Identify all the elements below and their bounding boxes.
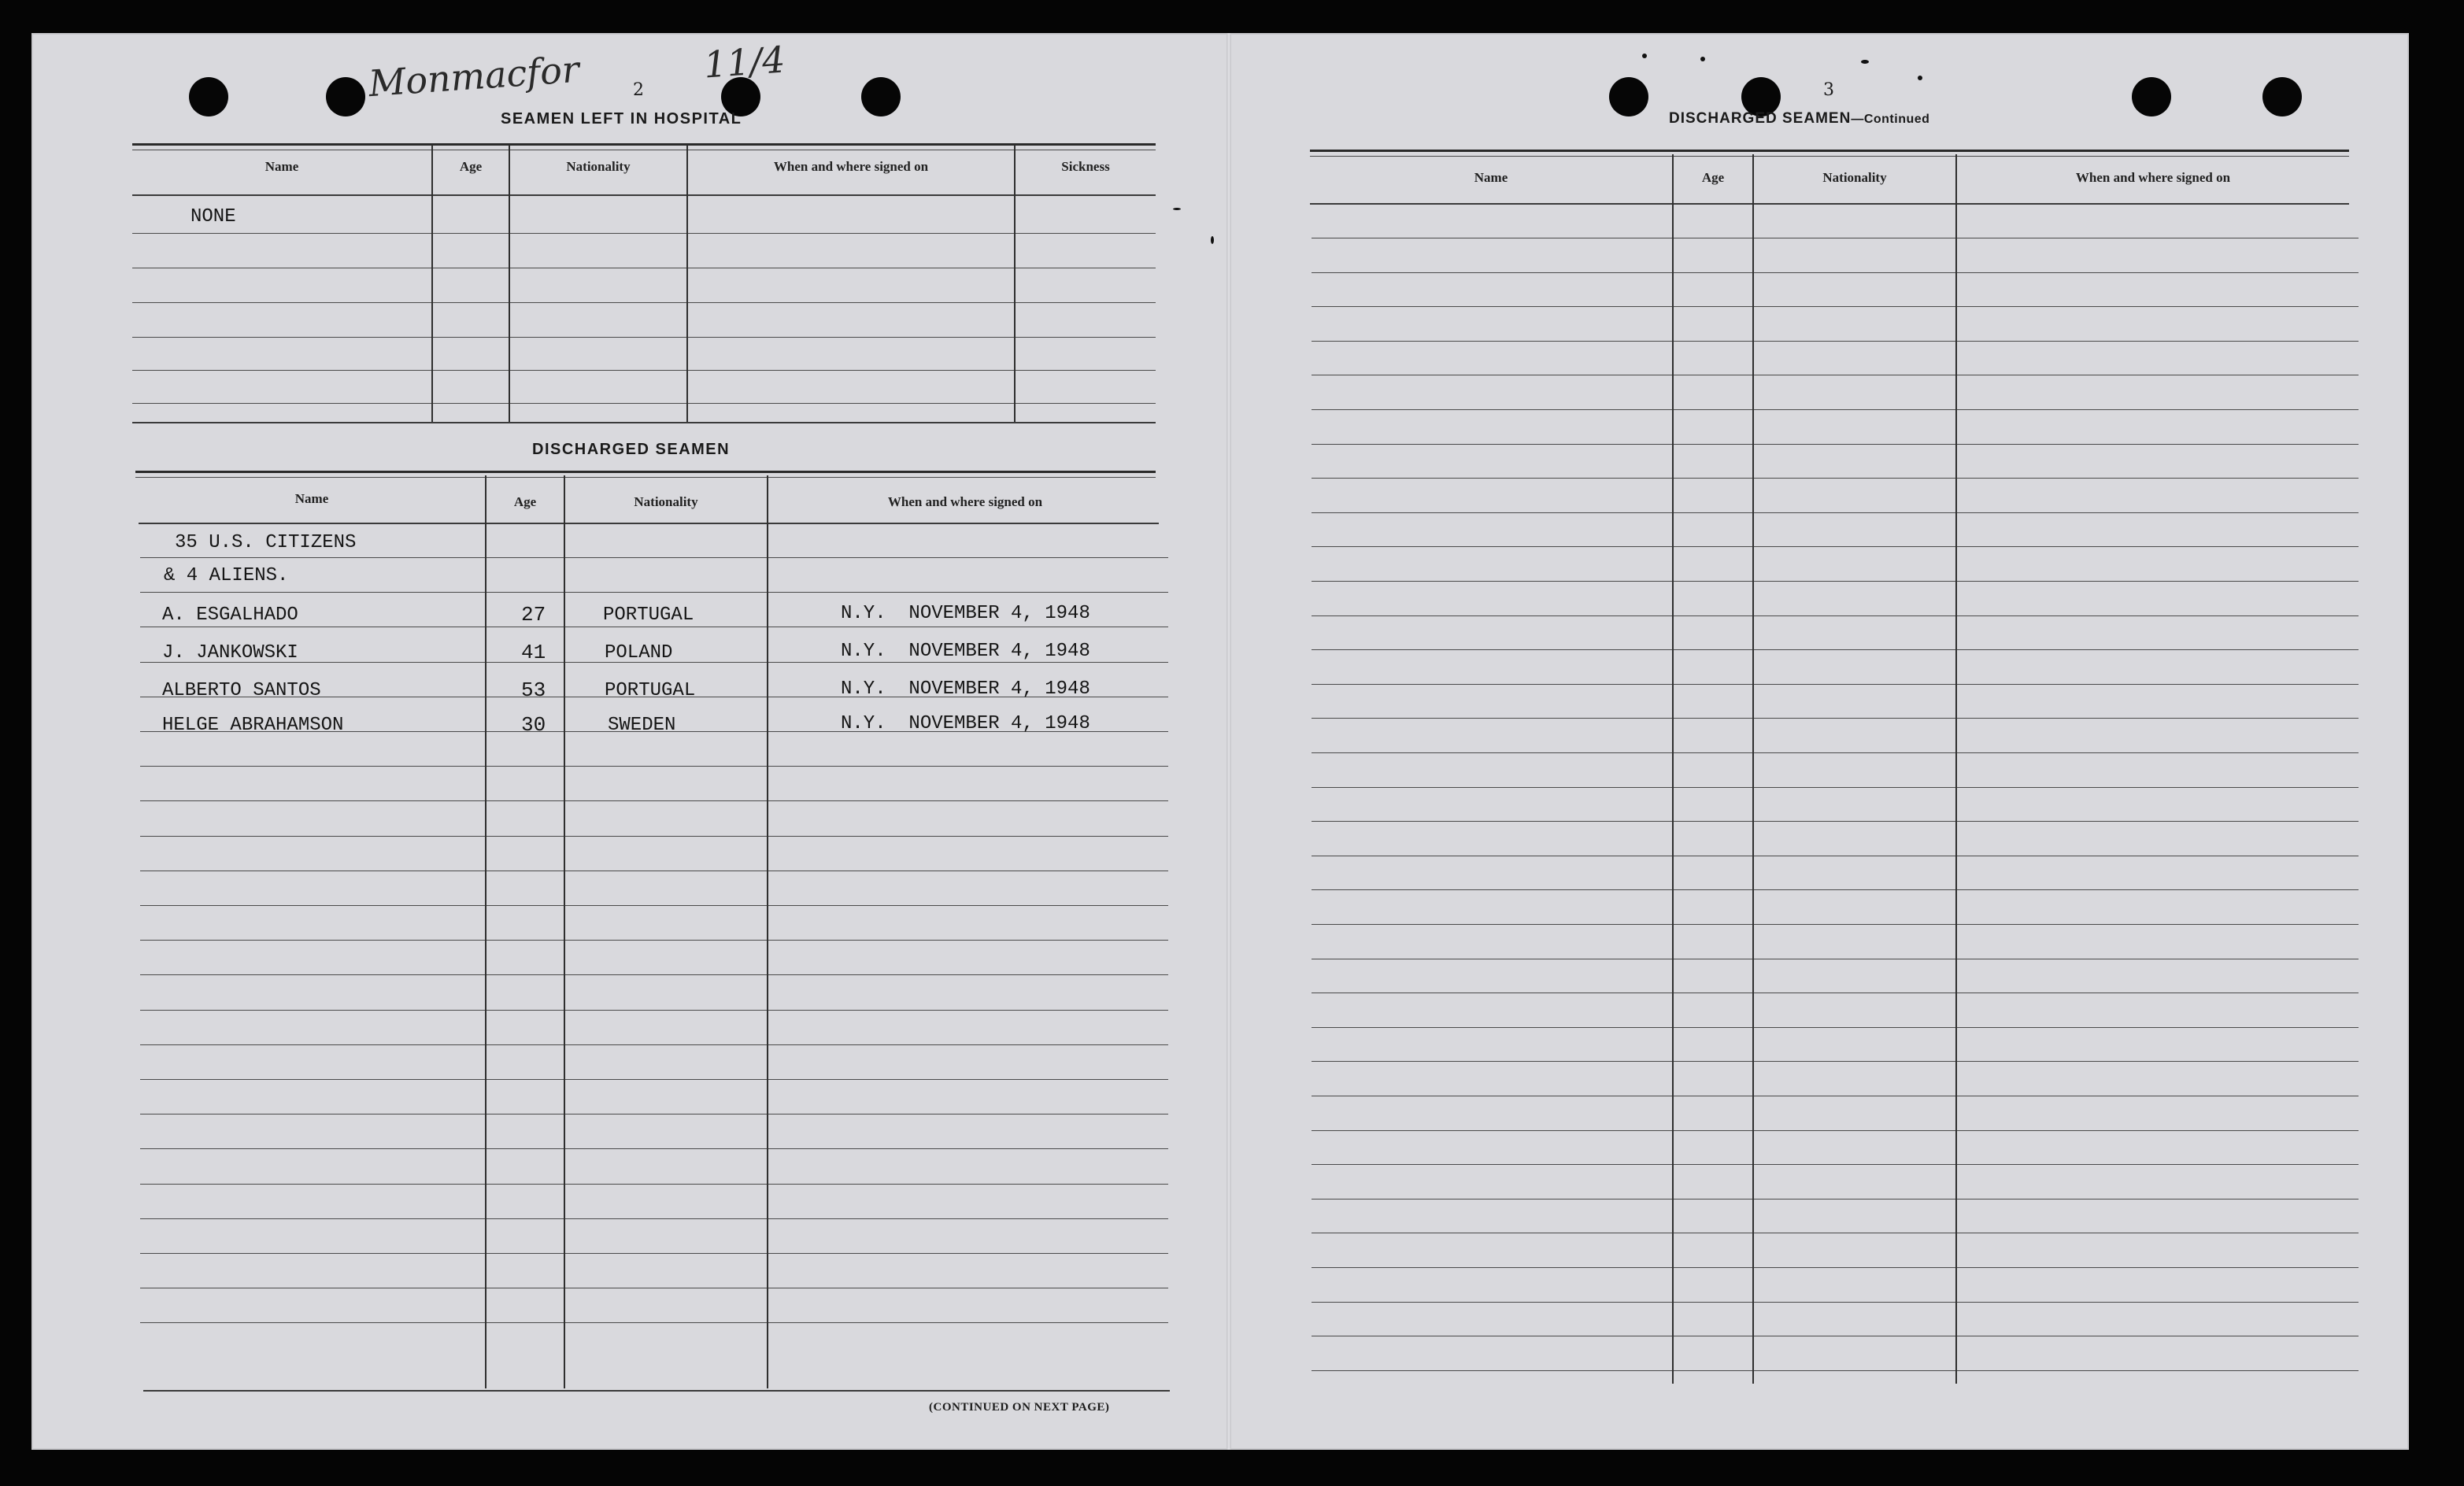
punch-hole [2132, 77, 2171, 116]
row-rule [1312, 272, 2359, 273]
table-bottom-rule [143, 1390, 1170, 1392]
row-rule [140, 766, 1168, 767]
handwritten-date-note: 11/4 [702, 38, 787, 87]
row-rule [1312, 821, 2359, 822]
discharged-continued-title [1669, 110, 1929, 128]
row-rule [1312, 1302, 2359, 1303]
title-suffix: —Continued [1851, 113, 1930, 126]
row-rule [140, 1184, 1168, 1185]
row-nationality: POLAND [605, 642, 673, 664]
row-name: J. JANKOWSKI [162, 642, 298, 664]
row-name: ALBERTO SANTOS [162, 680, 321, 701]
row-rule [132, 337, 1156, 338]
row-rule [1312, 752, 2359, 753]
column-header-name: Name [294, 491, 329, 506]
column-header-sickness: Sickness [1061, 159, 1110, 174]
row-signed-on: N.Y. NOVEMBER 4, 1948 [841, 678, 1090, 700]
column-header-signed-on: When and where signed on [2075, 170, 2231, 185]
table-top-rule [135, 477, 1156, 478]
row-rule [1312, 478, 2359, 479]
row-signed-on: N.Y. NOVEMBER 4, 1948 [841, 713, 1090, 734]
punch-hole [1609, 77, 1648, 116]
table-top-rule [135, 471, 1156, 473]
column-divider [1014, 145, 1016, 422]
row-rule [1312, 409, 2359, 410]
hospital-entry-none: NONE [191, 206, 236, 227]
row-rule [140, 1044, 1168, 1045]
column-header-name: Name [1474, 170, 1508, 185]
row-rule [1312, 512, 2359, 513]
row-rule [1312, 306, 2359, 307]
row-signed-on: N.Y. NOVEMBER 4, 1948 [841, 603, 1090, 624]
header-rule [132, 194, 1156, 196]
row-rule [1312, 1027, 2359, 1028]
column-divider [485, 475, 487, 1388]
column-divider [509, 145, 510, 422]
punch-hole [326, 77, 365, 116]
row-rule [1312, 649, 2359, 650]
column-divider [1955, 154, 1957, 1384]
row-rule [140, 940, 1168, 941]
column-header-nationality: Nationality [1822, 170, 1887, 185]
row-rule [140, 800, 1168, 801]
speck [1173, 208, 1181, 210]
table-top-rule [132, 143, 1156, 146]
speck [1700, 57, 1705, 61]
row-rule [132, 403, 1156, 404]
column-divider [1752, 154, 1754, 1384]
summary-citizens: 35 U.S. CITIZENS [175, 532, 357, 553]
punch-hole [861, 77, 901, 116]
row-rule [1312, 1267, 2359, 1268]
column-header-age: Age [513, 494, 537, 509]
page-number: 3 [1823, 80, 1834, 100]
column-header-signed-on: When and where signed on [773, 159, 929, 174]
speck [1861, 60, 1869, 64]
punch-hole [2262, 77, 2302, 116]
row-rule [140, 1079, 1168, 1080]
left-page [31, 33, 1228, 1450]
column-header-nationality: Nationality [634, 494, 698, 509]
column-divider [686, 145, 688, 422]
row-rule [1312, 341, 2359, 342]
row-rule [1312, 615, 2359, 616]
column-header-nationality: Nationality [566, 159, 631, 174]
row-rule [1312, 581, 2359, 582]
handwritten-vessel-note: Monmacfor [367, 47, 581, 105]
punch-hole [189, 77, 228, 116]
row-rule [1312, 718, 2359, 719]
row-rule [140, 836, 1168, 837]
title-main: DISCHARGED SEAMEN [1669, 110, 1852, 127]
table-top-rule [1310, 150, 2349, 152]
row-rule [140, 592, 1168, 593]
row-rule [1312, 1370, 2359, 1371]
row-age: 53 [521, 678, 546, 702]
row-age: 30 [521, 713, 546, 737]
row-rule [1312, 684, 2359, 685]
row-rule [132, 233, 1156, 234]
page-fold [1226, 33, 1231, 1450]
row-rule [140, 974, 1168, 975]
row-rule [140, 1218, 1168, 1219]
column-header-name: Name [265, 159, 299, 174]
row-rule [1312, 1164, 2359, 1165]
row-rule [1312, 889, 2359, 890]
column-divider [564, 475, 565, 1388]
row-signed-on: N.Y. NOVEMBER 4, 1948 [841, 641, 1090, 662]
row-rule [1312, 1199, 2359, 1200]
row-nationality: PORTUGAL [603, 604, 694, 626]
speck [1642, 54, 1647, 58]
column-divider [431, 145, 433, 422]
row-name: A. ESGALHADO [162, 604, 298, 626]
column-divider [1672, 154, 1674, 1384]
summary-aliens: & 4 ALIENS. [164, 565, 289, 586]
right-page [1228, 33, 2409, 1450]
row-age: 27 [521, 603, 546, 627]
row-rule [1312, 546, 2359, 547]
row-rule [140, 1322, 1168, 1323]
speck [1918, 76, 1922, 80]
column-header-age: Age [1701, 170, 1725, 185]
discharged-section-title: DISCHARGED SEAMEN [532, 441, 731, 458]
row-rule [140, 1253, 1168, 1254]
row-nationality: SWEDEN [608, 715, 676, 736]
row-rule [1312, 1130, 2359, 1131]
header-rule [139, 523, 1159, 524]
column-header-age: Age [459, 159, 483, 174]
table-bottom-rule [132, 422, 1156, 423]
speck [1211, 236, 1214, 244]
row-age: 41 [521, 641, 546, 664]
row-rule [132, 370, 1156, 371]
header-rule [1310, 203, 2349, 205]
row-rule [140, 905, 1168, 906]
row-rule [1312, 444, 2359, 445]
row-rule [140, 557, 1168, 558]
row-rule [1312, 924, 2359, 925]
row-nationality: PORTUGAL [605, 680, 696, 701]
row-rule [132, 302, 1156, 303]
continued-note: (CONTINUED ON NEXT PAGE) [929, 1401, 1110, 1414]
column-header-signed-on: When and where signed on [887, 494, 1043, 509]
hospital-section-title: SEAMEN LEFT IN HOSPITAL [501, 110, 742, 128]
row-name: HELGE ABRAHAMSON [162, 715, 344, 736]
row-rule [140, 1010, 1168, 1011]
table-top-rule [1310, 156, 2349, 157]
column-divider [767, 475, 768, 1388]
row-rule [140, 1148, 1168, 1149]
row-rule [1312, 787, 2359, 788]
row-rule [1312, 1061, 2359, 1062]
page-number: 2 [633, 80, 644, 100]
